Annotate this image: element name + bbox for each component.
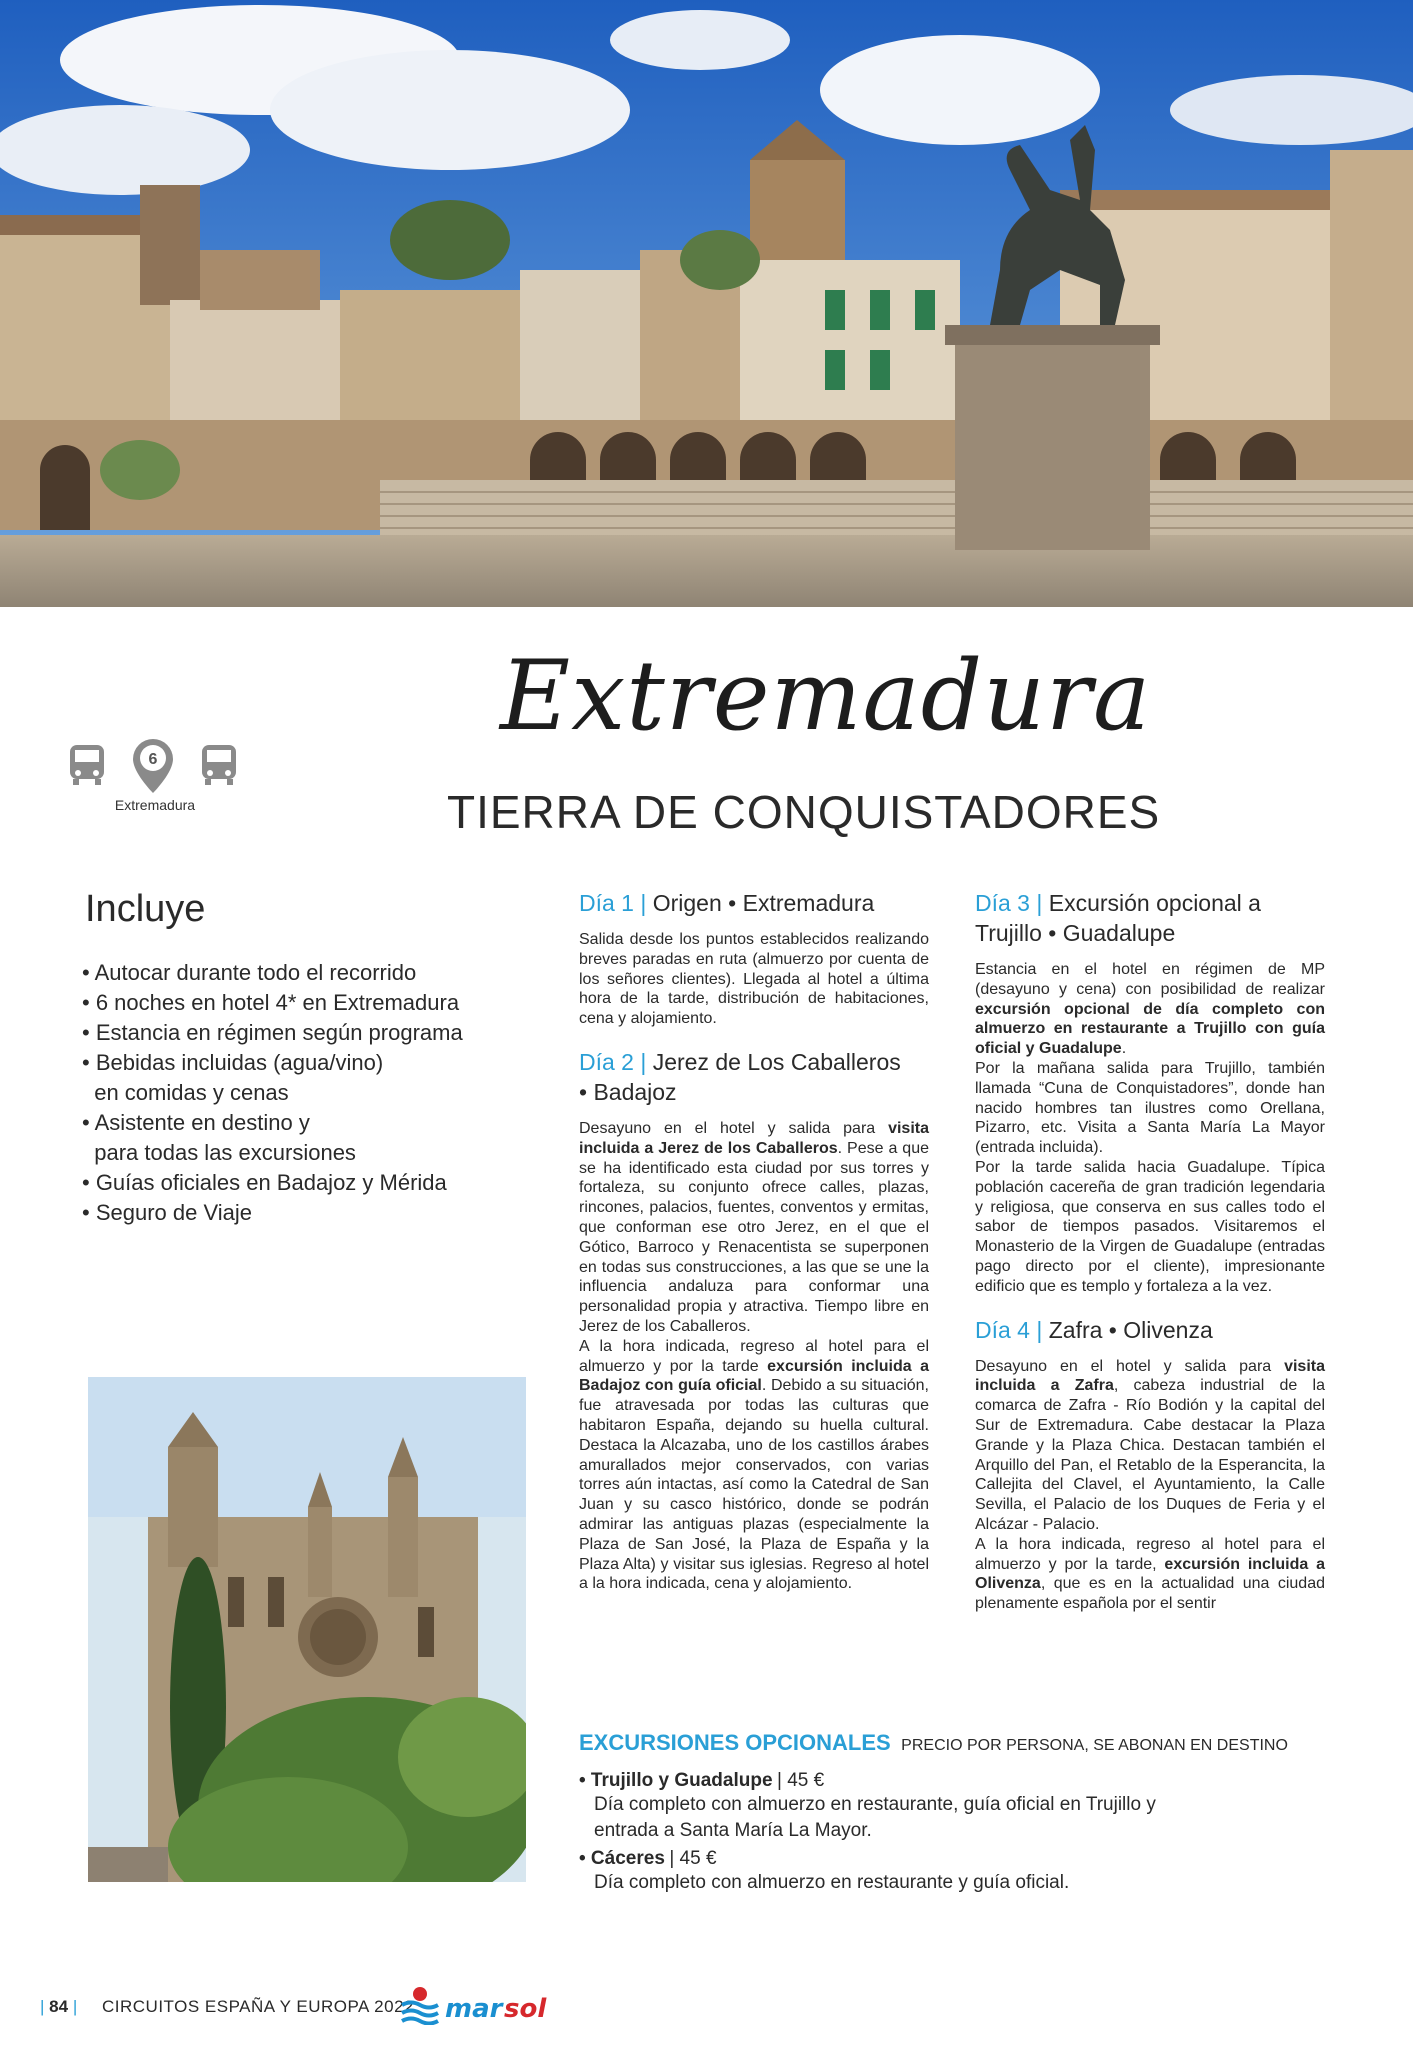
includes-list — [82, 958, 522, 1228]
excursion-description: Día completo con almuerzo en restaurante, guía oficial en Trujillo y — [594, 1794, 1156, 1815]
page-title: Extremadura — [500, 640, 1152, 752]
day-1-text: Salida desde los puntos establecidos realizando breves paradas en ruta (almuerzo por cuenta de los señores clientes). Llegada al hotel a última hora de la tarde, distribución de habitaciones, cena y alojamiento. — [579, 931, 929, 1028]
svg-text:sol: sol — [504, 1994, 547, 2024]
day-3-route-line2: Trujillo • Guadalupe — [975, 920, 1176, 946]
day-2-route: Jerez de Los Caballeros — [652, 1048, 901, 1075]
day-1-number: Día 1 | — [579, 890, 647, 916]
bus-icon — [202, 745, 236, 785]
day-4-text-2: A la hora indicada, regreso al hotel para el almuerzo y por la tarde, excursión incluida a Olivenza, que es en la actualidad una ciudad plenamente española por el sentir — [975, 1535, 1326, 1613]
map-pin-icon — [133, 739, 173, 793]
day-2-number: Día 2 | — [579, 1048, 647, 1075]
excursion-price: | 45 € — [776, 1770, 825, 1791]
excursions-note: PRECIO POR PERSONA, SE ABONAN EN DESTINO — [901, 1737, 1288, 1754]
day-4-heading — [975, 1315, 1325, 1345]
day-3-number: Día 3 | — [975, 890, 1043, 916]
day-1-route: Origen • Extremadura — [652, 890, 875, 916]
includes-item: en comidas y cenas — [82, 1080, 289, 1105]
marsol-logo — [400, 1985, 580, 2025]
day-3-text-2: Por la mañana salida para Trujillo, también llamada “Cuna de Conquistadores”, donde han nacido hombres tan ilustres como Orellana, Pizarro, etc. Visita a Santa María La Mayor (entrada incluida). — [975, 1059, 1325, 1157]
day-3-text-1: Estancia en el hotel en régimen de MP (desayuno y cena) con posibilidad de realizar excursión opcional de día completo con almuerzo en restaurante a Trujillo con guía oficial y Guadalupe. — [975, 961, 1325, 1058]
excursions-heading: EXCURSIONES OPCIONALES — [579, 1730, 891, 1755]
includes-item: para todas las excursiones — [82, 1140, 356, 1165]
includes-item: • 6 noches en hotel 4* en Extremadura — [82, 990, 460, 1015]
excursion-item — [579, 1770, 1339, 1844]
excursion-price: | 45 € — [669, 1848, 717, 1869]
day-2-text-2: A la hora indicada, regreso al hotel para el almuerzo y por la tarde excursión incluida a Badajoz con guía oficial. Debido a su situación, fue atravesada por todas las culturas que habitaron España, dejando su huella cultural. Destaca la Alcazaba, uno de los castillos árabes amurallados mejor conservados, con varias torres aún intactas, así como la Catedral de San Juan y su casco histórico, donde se podrán admirar las antiguas plazas (especialmente la Plaza de San José, la Plaza de España y la Plaza Alta) y visitar sus iglesias. Regreso al hotel a la hora indicada, cena y alojamiento. — [579, 1337, 930, 1593]
itinerary-column-1 — [579, 888, 929, 1612]
page-subtitle: TIERRA DE CONQUISTADORES — [447, 786, 1161, 838]
bus-icon — [70, 745, 104, 785]
monastery-photo — [88, 1377, 526, 1882]
day-3-text-3: Por la tarde salida hacia Guadalupe. Típica población cacereña de gran tradición legendaria y religiosa, que conserva en sus calles todo el sabor de tiempos pasados. Visitaremos el Monasterio de la Virgen de Guadalupe (entradas pago directo por el cliente), impresionante edificio que es templo y fortaleza a la vez. — [975, 1158, 1325, 1295]
optional-excursions — [579, 1730, 1339, 1896]
excursion-name: • Trujillo y Guadalupe — [579, 1770, 773, 1791]
svg-text:mar: mar — [445, 1994, 503, 2024]
day-1-heading — [579, 888, 929, 918]
includes-item: • Estancia en régimen según programa — [82, 1020, 463, 1045]
includes-item: • Bebidas incluidas (agua/vino) — [82, 1050, 384, 1075]
page-number: | 84 | — [40, 1997, 78, 2016]
day-3-heading — [975, 888, 1325, 948]
includes-item: • Guías oficiales en Badajoz y Mérida — [82, 1170, 447, 1195]
day-4-route: Zafra • Olivenza — [1048, 1316, 1213, 1343]
itinerary-column-2 — [975, 888, 1325, 1632]
hero-photo-plaza-trujillo — [0, 0, 1413, 607]
excursion-description: Día completo con almuerzo en restaurante y guía oficial. — [594, 1872, 1070, 1893]
day-3-route: Excursión opcional a — [1048, 890, 1261, 916]
day-4-text-1: Desayuno en el hotel y salida para visita incluida a Zafra, cabeza industrial de la comarca de Zafra - Río Bodión y la capital del Sur de Extremadura. Cabe destacar la Plaza Grande y la Plaza Chica. Destacan también el Arquillo del Pan, el Retablo de la Esperancita, la Callejita del Clavel, el Ayuntamiento, la Calle Sevilla, el Palacio de los Duques de Feria y el Alcázar - Palacio. — [975, 1357, 1325, 1533]
includes-heading: Incluye — [85, 888, 206, 930]
excursion-item — [579, 1848, 1339, 1896]
includes-item: • Seguro de Viaje — [82, 1200, 252, 1225]
includes-item: • Asistente en destino y — [82, 1110, 310, 1135]
nights-count: 6 — [148, 751, 158, 768]
excursion-name: • Cáceres — [579, 1848, 665, 1869]
day-2-heading — [579, 1047, 929, 1107]
route-label: Extremadura — [114, 797, 196, 813]
day-2-route-line2: • Badajoz — [579, 1078, 677, 1105]
excursion-description: entrada a Santa María La Mayor. — [594, 1820, 872, 1841]
includes-item: • Autocar durante todo el recorrido — [82, 960, 417, 985]
day-2-text-1: Desayuno en el hotel y salida para visita incluida a Jerez de los Caballeros. Pese a que se ha identificado esta ciudad por sus torres y fortaleza, su conjunto ofrece calles, plazas, rincones, palacios, fuentes, conventos y ermitas, que conforman ese otro Jerez, en el que el Gótico, Barroco y Renacentista se superponen en todas sus construcciones, a las que se une la influencia andaluza para conformar una personalidad propia y atractiva. Tiempo libre en Jerez de los Caballeros. — [579, 1119, 930, 1335]
catalog-name: CIRCUITOS ESPAÑA Y EUROPA 2022 — [102, 1997, 414, 2016]
page-footer — [40, 1985, 640, 2025]
day-4-number: Día 4 | — [975, 1316, 1043, 1343]
plaza-illustration — [0, 0, 1413, 607]
